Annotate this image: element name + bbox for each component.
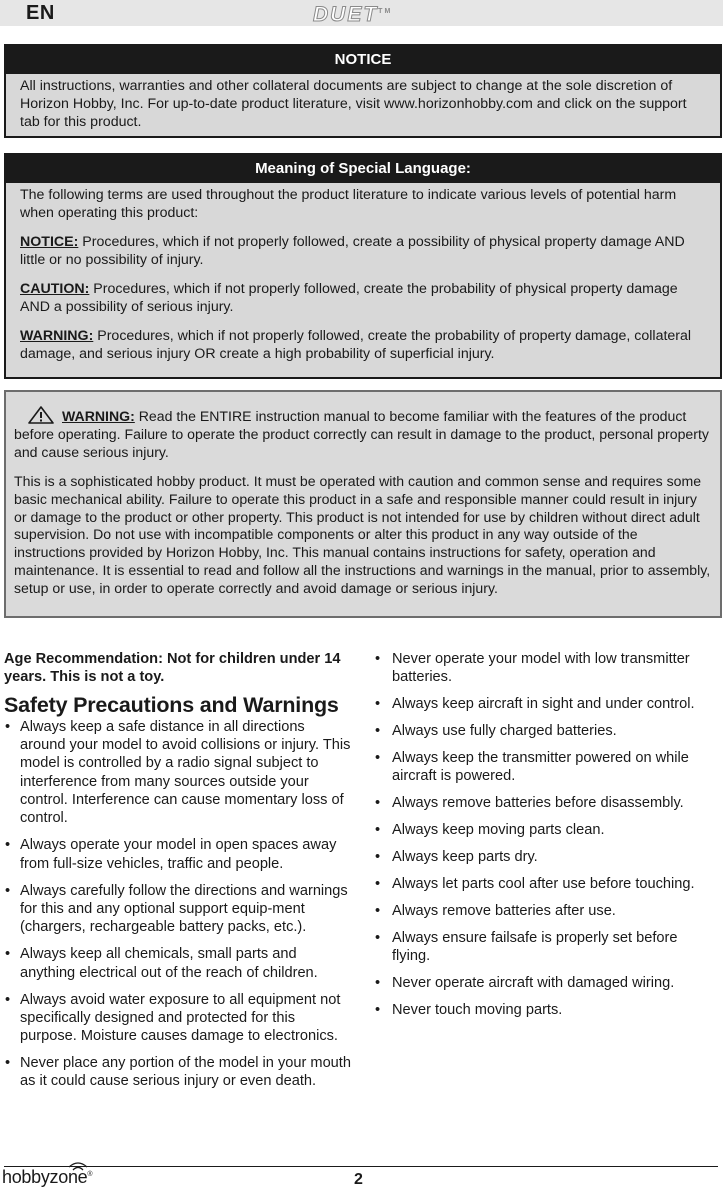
list-item: • Always operate your model in open spaces away from full-size vehicles, traffic and people.	[4, 836, 352, 873]
caution-term: CAUTION:	[20, 281, 90, 297]
list-item: • Never operate your model with low transmitter batteries.	[374, 650, 714, 687]
safety-list-right	[374, 650, 714, 1019]
age-recommendation: Age Recommendation: Not for children under 14 years. This is not a toy.	[4, 651, 341, 686]
warning-definition	[20, 327, 706, 363]
footer-divider	[4, 1166, 718, 1167]
list-item: • Always keep the transmitter powered on while aircraft is powered.	[374, 749, 714, 786]
notice-title: NOTICE	[6, 46, 720, 74]
list-item: • Always ensure failsafe is properly set before flying.	[374, 929, 714, 966]
list-item: • Always keep parts dry.	[374, 848, 714, 866]
special-language-box	[4, 153, 722, 379]
safety-title: Safety Precautions and Warnings	[4, 692, 339, 717]
registered-mark: ®	[87, 1171, 93, 1178]
caution-definition	[20, 280, 706, 316]
list-item: • Always avoid water exposure to all equipment not specifically designed and protected for this purpose. Moisture causes damage to electronics.	[4, 991, 352, 1046]
notice-term: NOTICE:	[20, 234, 79, 250]
duet-logo	[313, 3, 392, 27]
list-item: • Always keep aircraft in sight and under control.	[374, 695, 714, 713]
warning-triangle-icon	[28, 406, 54, 424]
page-header	[0, 0, 723, 26]
language-code: EN	[26, 2, 55, 24]
left-column	[4, 650, 352, 1099]
list-item: • Always keep moving parts clean.	[374, 821, 714, 839]
list-item: • Never operate aircraft with damaged wiring.	[374, 974, 714, 992]
notice-body: All instructions, warranties and other collateral documents are subject to change at the sole discretion of Horizon Hobby, Inc. For up-to-date product literature, visit www.horizonhobby.com and click on the support tab for this product.	[20, 78, 687, 130]
warning-definition-text: Procedures, which if not properly followed, create the probability of property damage, collateral damage, and serious injury OR create a high probability of superficial injury.	[20, 328, 692, 362]
warning-body: This is a sophisticated hobby product. It must be operated with caution and common sense and requires some basic mechanical ability. Failure to operate this product in a safe and responsible manner could result in injury or damage to the product or other property. This product is not intended for use by children without direct adult supervision. Do not use with incompatible components or alter this product in any way outside of the instructions provided by Horizon Hobby, Inc. This manual contains instructions for safety, operation and maintenance. It is essential to read and follow all the instructions and warnings in the manual, prior to assembly, setup or use, in order to operate correctly and avoid damage or serious injury.	[14, 472, 711, 597]
list-item: • Always let parts cool after use before touching.	[374, 875, 714, 893]
list-item: • Always keep all chemicals, small parts and anything electrical out of the reach of children.	[4, 945, 352, 982]
special-language-title: Meaning of Special Language:	[6, 155, 720, 183]
list-item: • Always keep a safe distance in all directions around your model to avoid collisions or injury. This model is controlled by a radio signal subject to interference from many sources outside your control. Interference can cause momentary loss of control.	[4, 718, 352, 828]
caution-definition-text: Procedures, which if not properly followed, create the probability of physical property damage AND a possibility of serious injury.	[20, 281, 678, 315]
list-item: • Always remove batteries before disassembly.	[374, 794, 714, 812]
trademark-mark: TM	[378, 8, 393, 15]
safety-list-left	[4, 718, 352, 1091]
list-item: • Never touch moving parts.	[374, 1001, 714, 1019]
list-item: • Always carefully follow the directions and warnings for this and any optional support equip-ment (chargers, rechargeable battery packs, etc.).	[4, 882, 352, 937]
page-number: 2	[354, 1171, 363, 1188]
special-language-intro: The following terms are used throughout the product literature to indicate various levels of potential harm when operating this product:	[20, 187, 677, 221]
hobbyzone-logo	[2, 1167, 92, 1188]
list-item: • Never place any portion of the model in your mouth as it could cause serious injury or even death.	[4, 1054, 352, 1091]
list-item: • Always use fully charged batteries.	[374, 722, 714, 740]
notice-definition	[20, 233, 706, 269]
notice-box	[4, 44, 722, 138]
list-item: • Always remove batteries after use.	[374, 902, 714, 920]
right-column	[374, 650, 714, 1028]
logo-text: DUET	[313, 3, 379, 26]
warning-box-term: WARNING:	[62, 408, 135, 424]
notice-definition-text: Procedures, which if not properly followed, create a possibility of physical property damage AND little or no possibility of injury.	[20, 234, 685, 268]
warning-box	[4, 390, 722, 618]
warning-term: WARNING:	[20, 328, 94, 344]
warning-lead-text: Read the ENTIRE instruction manual to become familiar with the features of the product before operating. Failure to operate the product correctly can result in damage to the product, personal property and cause serious injury.	[14, 408, 709, 460]
warning-lead	[14, 406, 712, 462]
brand-name: hobbyzone	[2, 1167, 88, 1187]
